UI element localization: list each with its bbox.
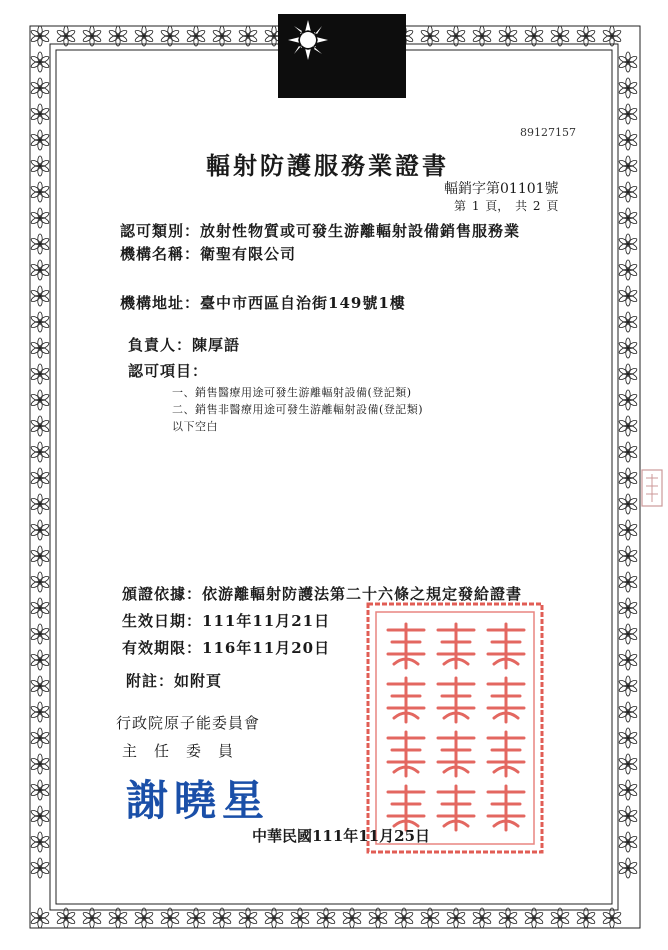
certificate-number: 輻銷字第01101號 xyxy=(444,181,559,197)
certificate-title: 輻射防護服務業證書 xyxy=(206,151,449,180)
effective-label: 生效日期： xyxy=(122,612,203,630)
approved-item-end: 以下空白 xyxy=(172,420,218,433)
national-flag xyxy=(278,14,406,98)
org-name-row xyxy=(120,243,296,264)
org-name-label: 機構名稱： xyxy=(120,245,201,263)
items-label: 認可項目： xyxy=(128,362,209,380)
issuer-org: 行政院原子能委員會 xyxy=(116,714,261,732)
basis-value: 依游離輻射防護法第二十六條之規定發給證書 xyxy=(202,585,523,603)
effective-row xyxy=(122,610,330,631)
basis-row xyxy=(122,583,522,604)
note-label: 附註： xyxy=(126,672,175,690)
responsible-row xyxy=(128,334,240,355)
serial-number: 89127157 xyxy=(520,126,576,139)
category-label: 認可類別： xyxy=(120,222,201,240)
page-info: 第 1 頁， 共 2 頁 xyxy=(454,199,559,213)
category-value: 放射性物質或可發生游離輻射設備銷售服務業 xyxy=(200,222,521,240)
address-value: 臺中市西區自治街149號1樓 xyxy=(200,294,406,312)
approved-item: 一、銷售醫療用途可發生游離輻射設備(登記類) xyxy=(172,386,412,399)
expiry-label: 有效期限： xyxy=(122,639,203,657)
perforation-stamp-icon xyxy=(640,468,664,508)
org-name-value: 衛聖有限公司 xyxy=(200,245,297,263)
expiry-row xyxy=(122,637,330,658)
responsible-value: 陳厚語 xyxy=(192,336,241,354)
note-row xyxy=(126,670,222,691)
note-value: 如附頁 xyxy=(174,672,223,690)
address-row xyxy=(120,292,406,313)
basis-label: 頒證依據： xyxy=(122,585,203,603)
issuer-signature: 謝曉星 xyxy=(126,776,271,825)
effective-value: 111年11月21日 xyxy=(202,612,331,630)
category-row xyxy=(120,220,520,241)
issuer-title: 主 任 委 員 xyxy=(122,742,235,760)
expiry-value: 116年11月20日 xyxy=(202,639,331,657)
approved-item: 二、銷售非醫療用途可發生游離輻射設備(登記類) xyxy=(172,403,424,416)
official-seal-icon xyxy=(362,590,548,860)
issue-date: 中華民國111年11月25日 xyxy=(252,827,431,845)
national-emblem-sun-icon xyxy=(288,20,328,60)
address-label: 機構地址： xyxy=(120,294,201,312)
responsible-label: 負責人： xyxy=(128,336,193,354)
